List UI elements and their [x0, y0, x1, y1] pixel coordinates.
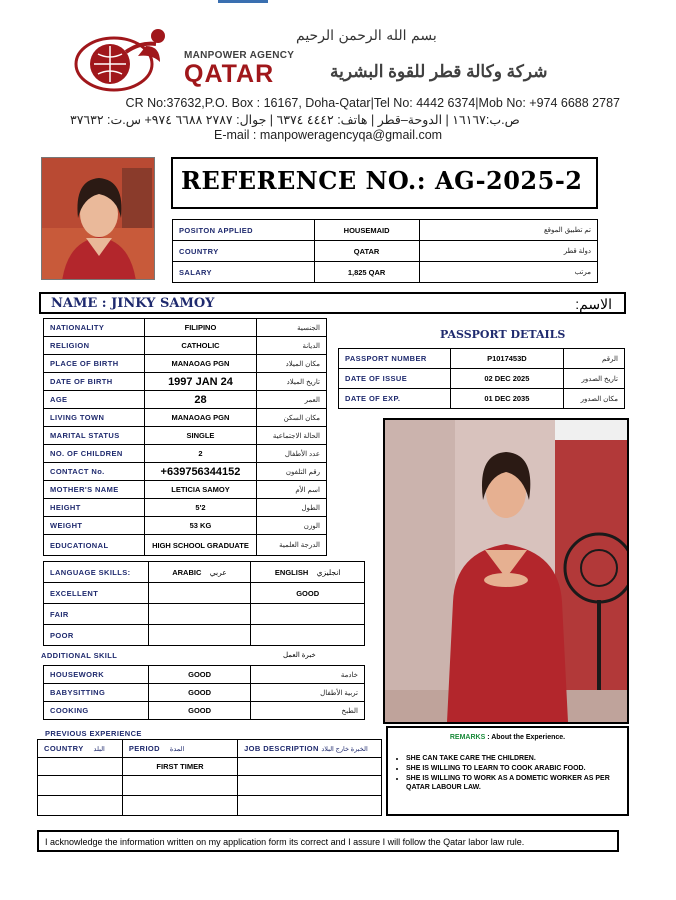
personal-label: MOTHER'S NAME: [44, 481, 145, 499]
passport-arabic-label: الرقم: [564, 349, 625, 369]
table-row: [339, 349, 625, 369]
table-row: [44, 481, 327, 499]
passport-label: DATE OF ISSUE: [339, 369, 451, 389]
reference-number-box: [171, 157, 598, 209]
table-row: [38, 740, 382, 758]
table-row: [44, 562, 365, 583]
passport-details-title: PASSPORT DETAILS: [440, 328, 566, 341]
passport-value: 02 DEC 2025: [450, 369, 564, 389]
address-english: CR No:37632,P.O. Box : 16167, Doha-Qatar|Tel No: 4442 6374|Mob No: +974 6688 2787: [125, 96, 620, 110]
job-label: SALARY: [173, 262, 315, 283]
language-skills-header: LANGUAGE SKILLS:: [44, 562, 149, 583]
job-info-table: [172, 219, 598, 283]
table-row: [44, 535, 327, 556]
table-row: [173, 262, 598, 283]
personal-value: SINGLE: [144, 427, 257, 445]
personal-value: 1997 JAN 24: [144, 373, 257, 391]
remarks-title: REMARKS : About the Experience.: [449, 734, 566, 741]
table-row: [44, 427, 327, 445]
table-row: [38, 796, 382, 816]
bismillah-calligraphy: بسم الله الرحمن الرحيم: [296, 28, 437, 44]
applicant-name: NAME : JINKY SAMOY: [51, 296, 215, 311]
additional-skill-title: ADDITIONAL SKILL: [41, 651, 118, 660]
personal-label: MARITAL STATUS: [44, 427, 145, 445]
remarks-box: [386, 726, 629, 816]
table-row: [173, 241, 598, 262]
skill-value: GOOD: [148, 666, 251, 684]
table-row: [44, 499, 327, 517]
job-arabic-label: تم تطبيق الموقع: [419, 220, 598, 241]
experience-table: [37, 739, 382, 816]
personal-details-table: [43, 318, 327, 556]
top-accent-line: [218, 0, 268, 3]
agency-name-arabic: شركة وكالة قطر للقوة البشرية: [330, 62, 548, 81]
personal-value: MANAOAG PGN: [144, 409, 257, 427]
list-item: • SHE IS WILLING TO WORK AS A DOMETIC WORKER AS PER QATAR LABOUR LAW.: [406, 774, 624, 792]
experience-cell: FIRST TIMER: [122, 758, 237, 776]
language-arabic-header: ARABIC عربي: [148, 562, 251, 583]
language-english-header: ENGLISH انجليزي: [251, 562, 365, 583]
personal-label: CONTACT No.: [44, 463, 145, 481]
personal-label: NO. OF CHILDREN: [44, 445, 145, 463]
job-arabic-label: مرتب: [419, 262, 598, 283]
personal-arabic-label: الطول: [257, 499, 327, 517]
personal-arabic-label: اسم الأم: [257, 481, 327, 499]
language-skills-table: [43, 561, 365, 646]
personal-label: AGE: [44, 391, 145, 409]
list-item: • SHE CAN TAKE CARE THE CHILDREN.: [406, 754, 624, 763]
table-row: [44, 684, 365, 702]
personal-value: +639756344152: [144, 463, 257, 481]
personal-arabic-label: تاريخ الميلاد: [257, 373, 327, 391]
table-row: [44, 445, 327, 463]
skill-value: GOOD: [148, 702, 251, 720]
table-row: [44, 391, 327, 409]
experience-period-header: PERIOD المدة: [122, 740, 237, 758]
skill-label: HOUSEWORK: [44, 666, 149, 684]
table-row: [44, 604, 365, 625]
experience-cell: [238, 796, 382, 816]
language-level: FAIR: [44, 604, 149, 625]
table-row: [44, 337, 327, 355]
personal-label: PLACE OF BIRTH: [44, 355, 145, 373]
experience-cell: [238, 758, 382, 776]
personal-label: EDUCATIONAL: [44, 535, 145, 556]
english-level-value: GOOD: [251, 583, 365, 604]
english-level-value: [251, 625, 365, 646]
skill-arabic-label: تربية الأطفال: [251, 684, 365, 702]
acknowledgement-statement: I acknowledge the information written on my application form its correct and I assure I will follow the Qatar labor law rule.: [37, 830, 619, 852]
personal-arabic-label: الدرجة العلمية: [257, 535, 327, 556]
personal-value: CATHOLIC: [144, 337, 257, 355]
remarks-list: [406, 754, 624, 793]
table-row: [339, 389, 625, 409]
email-line: E-mail : manpoweragencyqa@gmail.com: [214, 128, 443, 142]
job-value: 1,825 QAR: [314, 262, 419, 283]
table-row: [44, 373, 327, 391]
table-row: [44, 319, 327, 337]
english-level-value: [251, 604, 365, 625]
experience-cell: [122, 776, 237, 796]
arabic-level-value: [148, 604, 251, 625]
personal-value: 2: [144, 445, 257, 463]
agency-name-line1: MANPOWER AGENCY: [184, 50, 295, 61]
arabic-level-value: [148, 625, 251, 646]
personal-label: HEIGHT: [44, 499, 145, 517]
personal-arabic-label: العمر: [257, 391, 327, 409]
job-label: POSITON APPLIED: [173, 220, 315, 241]
arabic-level-value: [148, 583, 251, 604]
job-label: COUNTRY: [173, 241, 315, 262]
table-row: [173, 220, 598, 241]
personal-value: 5'2: [144, 499, 257, 517]
experience-cell: [38, 758, 123, 776]
passport-label: PASSPORT NUMBER: [339, 349, 451, 369]
personal-label: RELIGION: [44, 337, 145, 355]
personal-arabic-label: عدد الأطفال: [257, 445, 327, 463]
experience-cell: [238, 776, 382, 796]
agency-name-line2: QATAR: [184, 60, 275, 88]
table-row: [38, 758, 382, 776]
personal-arabic-label: الديانة: [257, 337, 327, 355]
additional-skills-table: [43, 665, 365, 720]
table-row: [44, 409, 327, 427]
table-row: [339, 369, 625, 389]
personal-arabic-label: مكان الميلاد: [257, 355, 327, 373]
list-item: • SHE IS WILLING TO LEARN TO COOK ARABIC FOOD.: [406, 764, 624, 773]
personal-arabic-label: الحالة الاجتماعية: [257, 427, 327, 445]
personal-value: MANAOAG PGN: [144, 355, 257, 373]
language-level: POOR: [44, 625, 149, 646]
personal-value: 28: [144, 391, 257, 409]
personal-arabic-label: رقم التلفون: [257, 463, 327, 481]
skill-arabic-label: خادمة: [251, 666, 365, 684]
personal-label: DATE OF BIRTH: [44, 373, 145, 391]
personal-value: 53 KG: [144, 517, 257, 535]
name-bar: [39, 292, 626, 314]
passport-arabic-label: مكان الصدور: [564, 389, 625, 409]
personal-label: NATIONALITY: [44, 319, 145, 337]
skill-arabic-label: الطبخ: [251, 702, 365, 720]
experience-cell: [38, 796, 123, 816]
previous-experience-title: PREVIOUS EXPERIENCE: [45, 729, 142, 738]
table-row: [44, 625, 365, 646]
experience-cell: [122, 796, 237, 816]
passport-table: [338, 348, 625, 409]
job-value: HOUSEMAID: [314, 220, 419, 241]
table-row: [44, 463, 327, 481]
skill-value: GOOD: [148, 684, 251, 702]
table-row: [44, 517, 327, 535]
personal-value: FILIPINO: [144, 319, 257, 337]
skill-label: COOKING: [44, 702, 149, 720]
experience-country-header: COUNTRY البلد: [38, 740, 123, 758]
table-row: [44, 355, 327, 373]
table-row: [38, 776, 382, 796]
personal-value: LETICIA SAMOY: [144, 481, 257, 499]
skill-label: BABYSITTING: [44, 684, 149, 702]
personal-arabic-label: الوزن: [257, 517, 327, 535]
portrait-photo: [41, 157, 155, 280]
table-row: [44, 583, 365, 604]
reference-number: REFERENCE NO.: AG-2025-2: [181, 166, 583, 195]
passport-value: P1017453D: [450, 349, 564, 369]
table-row: [44, 702, 365, 720]
passport-arabic-label: تاريخ الصدور: [564, 369, 625, 389]
additional-skill-title-arabic: خبرة العمل: [283, 652, 316, 659]
passport-label: DATE OF EXP.: [339, 389, 451, 409]
language-level: EXCELLENT: [44, 583, 149, 604]
passport-value: 01 DEC 2035: [450, 389, 564, 409]
personal-label: LIVING TOWN: [44, 409, 145, 427]
table-row: [44, 666, 365, 684]
experience-cell: [38, 776, 123, 796]
experience-job-header: JOB DESCRIPTION الخبرة خارج البلاد: [238, 740, 382, 758]
full-body-photo: [383, 418, 629, 724]
job-value: QATAR: [314, 241, 419, 262]
name-arabic-label: الاسم:: [575, 296, 612, 312]
agency-logo: [66, 22, 186, 94]
job-arabic-label: دولة قطر: [419, 241, 598, 262]
personal-arabic-label: مكان السكن: [257, 409, 327, 427]
personal-label: WEIGHT: [44, 517, 145, 535]
personal-arabic-label: الجنسية: [257, 319, 327, 337]
personal-value: HIGH SCHOOL GRADUATE: [144, 535, 257, 556]
address-arabic: ص.ب:١٦١٦٧ | الدوحة–قطر | هاتف: ٤٤٤٢ ٦٣٧٤ | جوال: ٢٧٨٧ ٦٦٨٨ ٩٧٤+ س.ت: ٣٧٦٣٢: [70, 113, 520, 127]
